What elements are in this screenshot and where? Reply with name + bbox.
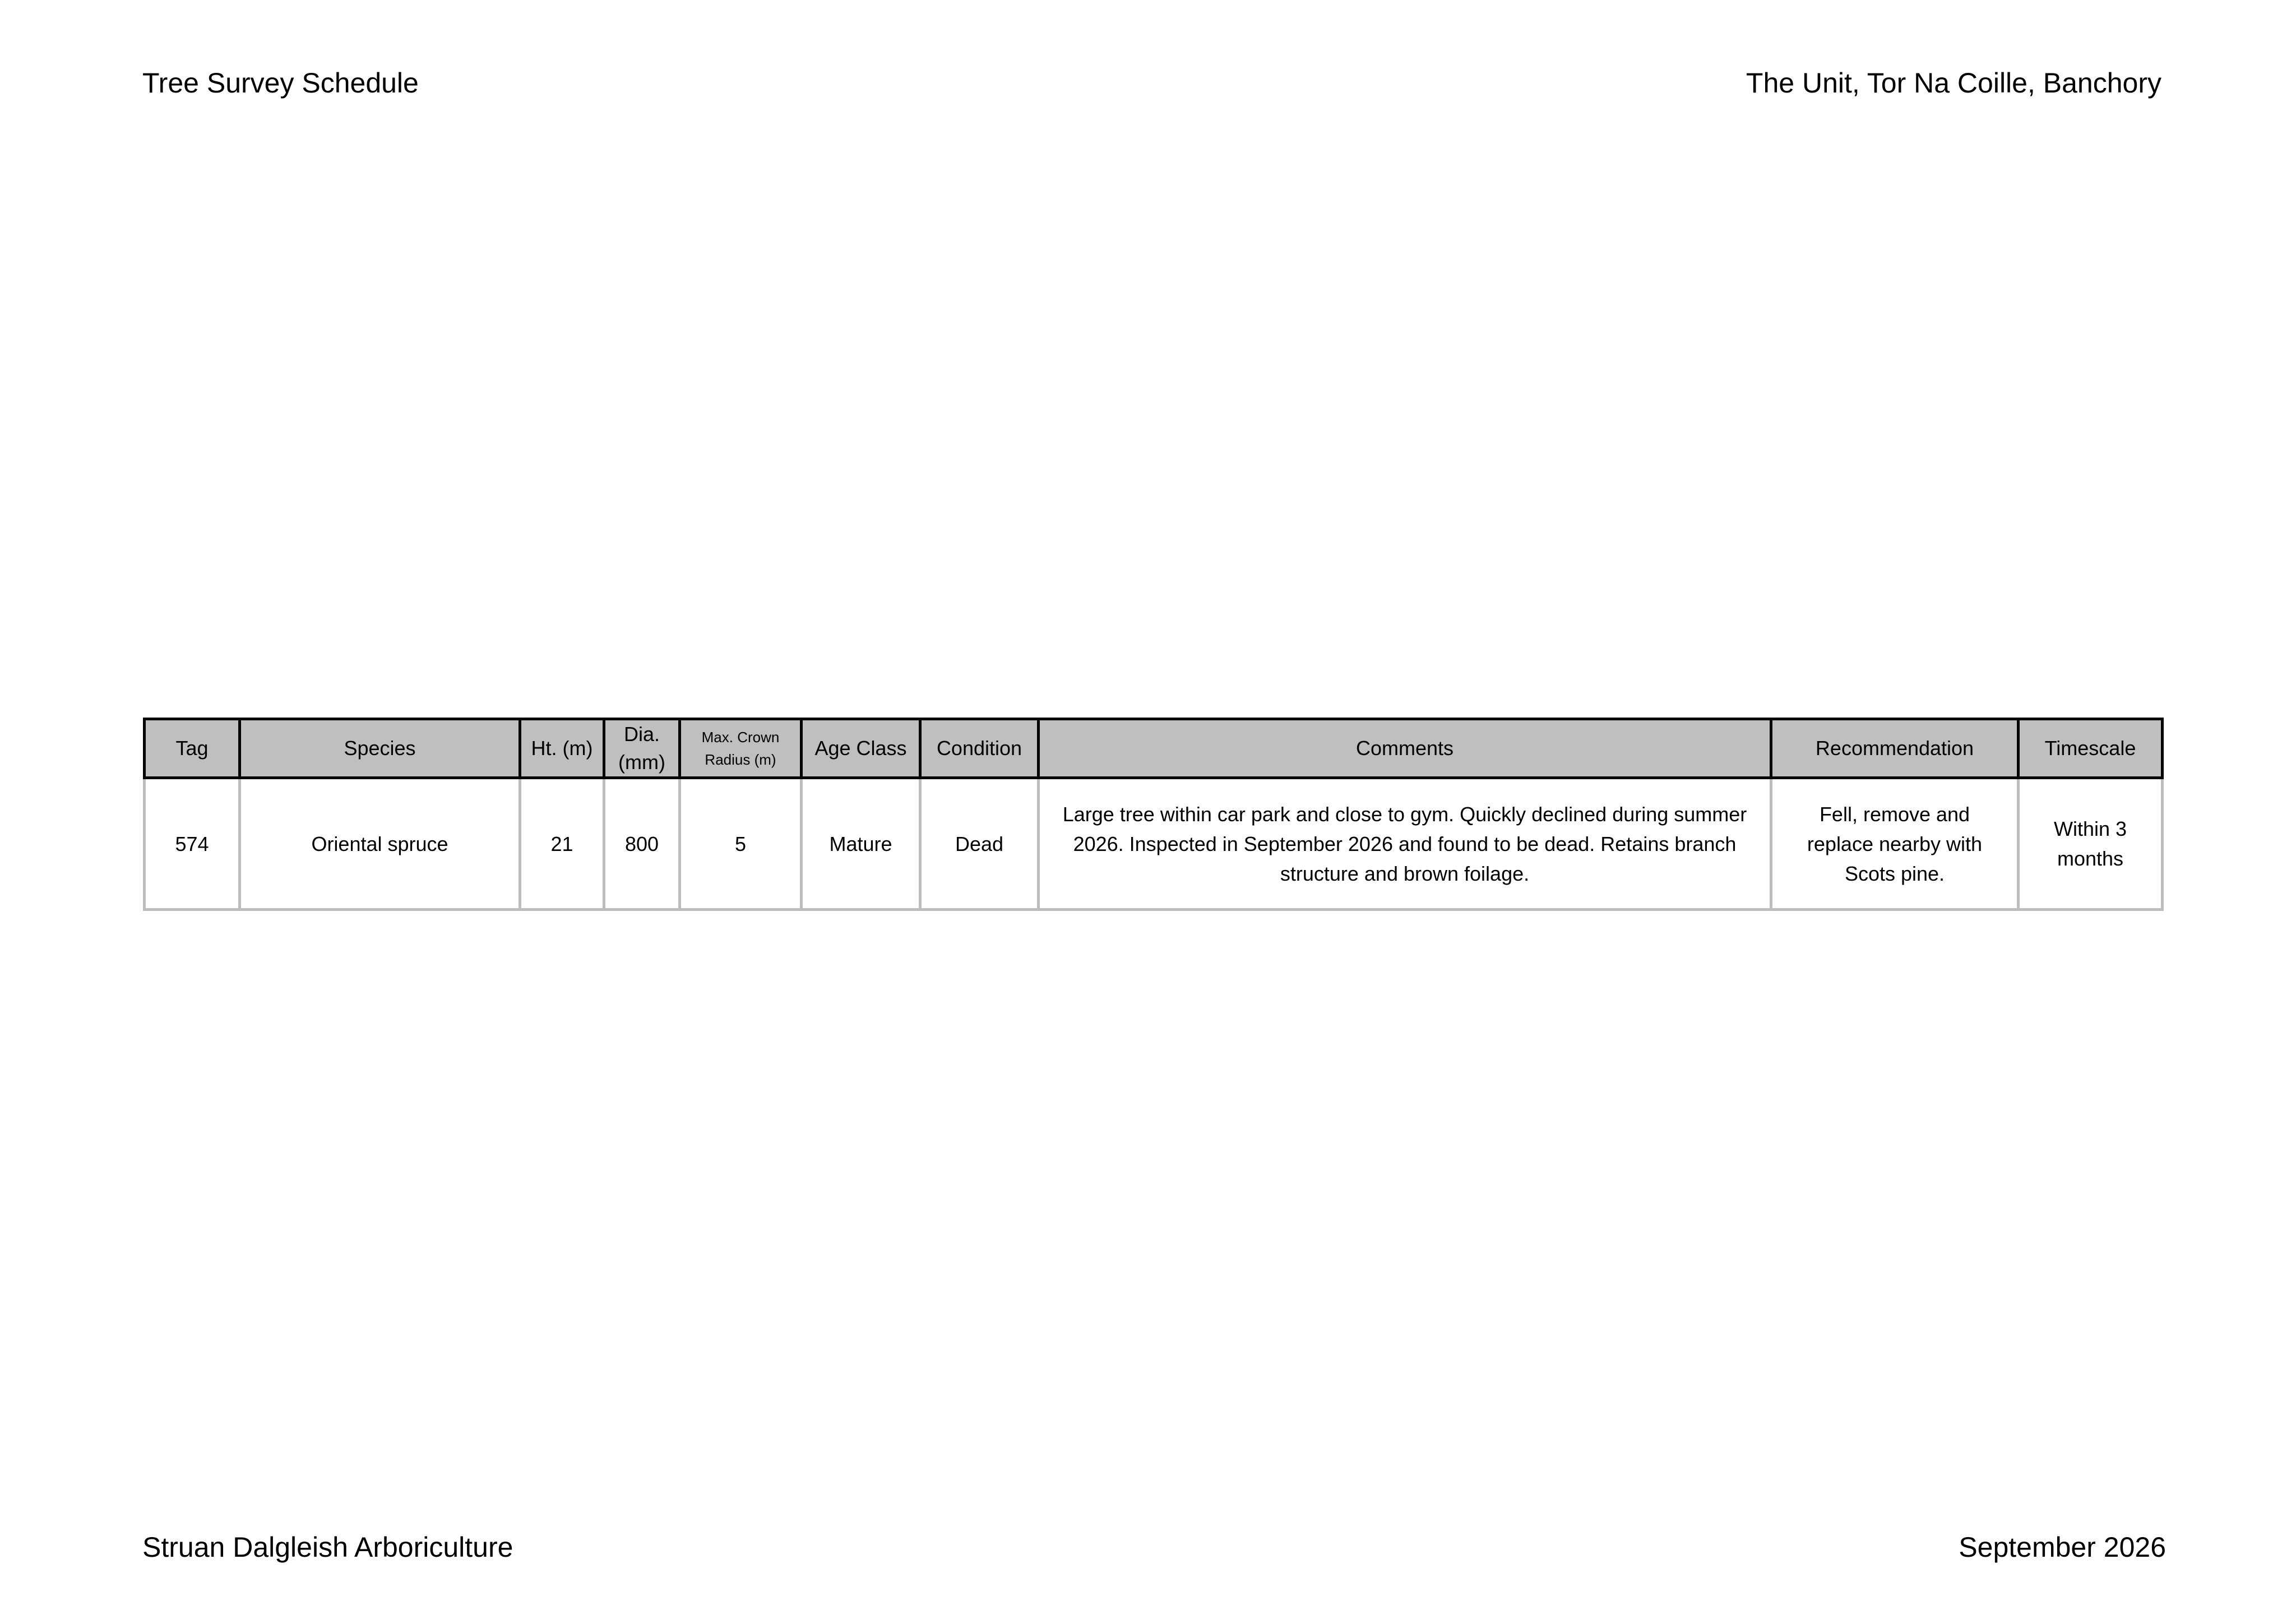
cell-height: 21 [520,778,604,910]
table-header-row [145,719,2163,778]
cell-recommendation: Fell, remove and replace nearby with Scots pine. [1771,778,2019,910]
footer-company: Struan Dalgleish Arboriculture [142,1532,513,1563]
header-site: The Unit, Tor Na Coille, Banchory [1746,67,2161,99]
footer-date: September 2026 [1959,1532,2166,1563]
col-header-height: Ht. (m) [520,719,604,778]
cell-condition: Dead [920,778,1039,910]
cell-comments: Large tree within car park and close to gym. Quickly declined during summer 2026. Inspected in September 2026 and found to be dead. Retains branch structure and brown foilage. [1039,778,1771,910]
cell-crown-radius: 5 [680,778,802,910]
col-header-comments: Comments [1039,719,1771,778]
col-header-recommendation: Recommendation [1771,719,2019,778]
header-title: Tree Survey Schedule [142,67,419,99]
tree-survey-table [143,718,2164,911]
col-header-crown-radius: Max. Crown Radius (m) [680,719,802,778]
col-header-tag: Tag [145,719,240,778]
col-header-condition: Condition [920,719,1039,778]
col-header-age-class: Age Class [802,719,920,778]
col-header-diameter: Dia. (mm) [604,719,680,778]
col-header-species: Species [240,719,520,778]
cell-timescale: Within 3 months [2019,778,2163,910]
cell-diameter: 800 [604,778,680,910]
cell-tag: 574 [145,778,240,910]
cell-age-class: Mature [802,778,920,910]
table-row [145,778,2163,910]
cell-species: Oriental spruce [240,778,520,910]
col-header-timescale: Timescale [2019,719,2163,778]
